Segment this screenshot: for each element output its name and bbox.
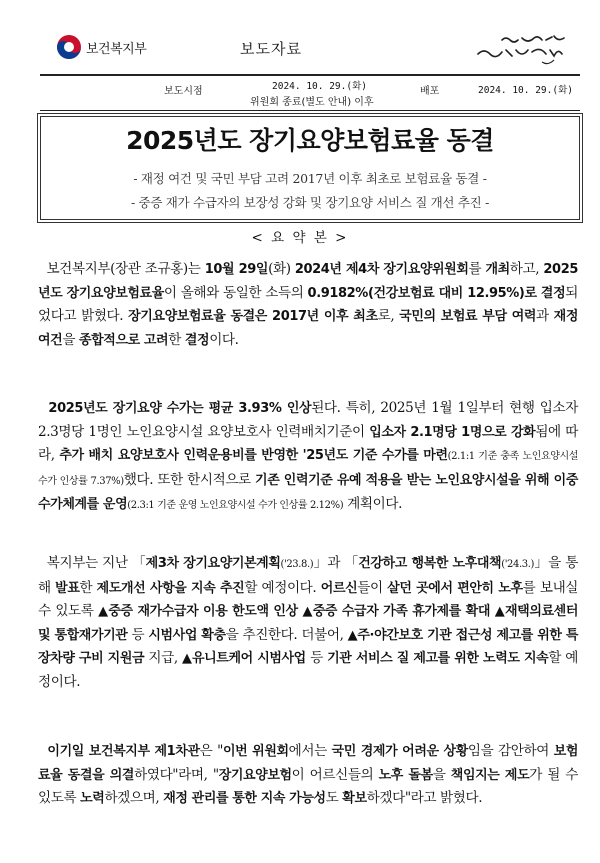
document-header	[40, 32, 580, 74]
paragraph-quote: 이기일 보건복지부 제1차관은 "이번 위원회에서는 국민 경제가 어려운 상황임을 감안하여 보험료율 동결을 의결하였다"라며, "장기요양보험이 어르신들의 노후 돌봄을 책임지는 제도가 될 수 있도록 노력하겠으며, 재정 관리를 통한 지속 가능성도 확보하겠다"라고 밝혔다.	[38, 743, 579, 806]
release-timing-date: 2024. 10. 29.(화)	[272, 81, 367, 92]
title-box	[40, 116, 580, 220]
taegeuk-emblem-icon	[56, 34, 82, 60]
meta-rule	[40, 110, 580, 111]
subtitle-1: - 재정 여건 및 국민 부담 고려 2017년 이후 최초로 보험료율 동결 -	[133, 171, 487, 186]
handwritten-slogan	[472, 32, 572, 74]
paragraph-fees: 2025년도 장기요양 수가는 평균 3.93% 인상된다. 특히, 2025년 1월 1일부터 현행 입소자 2.3명당 1명인 노인요양시설 요양보호사 인력배치기준이 입소자 2.1명당 1명으로 강화됨에 따라, 추가 배치 요양보호사 인력운용비를 반영한 '25년도 기준 수가를 마련(2.1:1 기준 충족 노인요양시설 수가 인상률 7.37%)했다. 또한 한시적으로 기존 인력기준 유예 적용을 받는 노인요양시설을 위해 이중수가체계를 운영(2.3:1 기준 운영 노인요양시설 수가 인상률 2.12%) 계획이다.	[38, 400, 578, 512]
paragraph-decision: 보건복지부(장관 조규홍)는 10월 29일(화) 2024년 제4차 장기요양위원회를 개최하고, 2025년도 장기요양보험료율이 올해와 동일한 소득의 0.9182%(건강보험료 대비 12.95%)로 결정되었다고 밝혔다. 장기요양보험료율 동결은 2017년 이후 최초로, 국민의 보험료 부담 여력과 재정 여건을 종합적으로 고려한 결정이다.	[38, 261, 578, 348]
ministry-name: 보건복지부	[86, 41, 147, 57]
release-timing-note: 위원회 종료(별도 안내) 이후	[250, 97, 374, 108]
paragraph-plans: 복지부는 지난 「제3차 장기요양기본계획('23.8.)」과 「건강하고 행복한 노후대책('24.3.)」을 통해 발표한 제도개선 사항을 지속 추진할 예정이다. 어르신들이 살던 곳에서 편안히 노후를 보내실 수 있도록 ▲중증 재가수급자 이용 한도액 인상 ▲중증 수급자 가족 휴가제를 확대 ▲재택의료센터 및 통합재가기관 등 시범사업 확충을 추진한다. 더불어, ▲주·야간보호 기관 접근성 제고를 위한 특장차량 구비 지원금 지급, ▲유니트케어 시범사업 등 기관 서비스 질 제고를 위한 노력도 지속할 예정이다.	[38, 555, 579, 690]
distribution-label: 배포	[420, 86, 440, 97]
press-release-label: 보도자료	[240, 40, 302, 58]
main-title: 2025년도 장기요양보험료율 동결	[126, 126, 494, 155]
release-timing-label: 보도시점	[164, 86, 203, 97]
summary-heading: < 요 약 본 >	[251, 230, 349, 246]
ministry-logo	[56, 34, 146, 60]
release-info	[40, 76, 580, 110]
subtitle-2: - 중증 재가 수급자의 보장성 강화 및 장기요양 서비스 질 개선 추진 -	[130, 195, 490, 210]
distribution-date: 2024. 10. 29.(화)	[478, 85, 573, 96]
